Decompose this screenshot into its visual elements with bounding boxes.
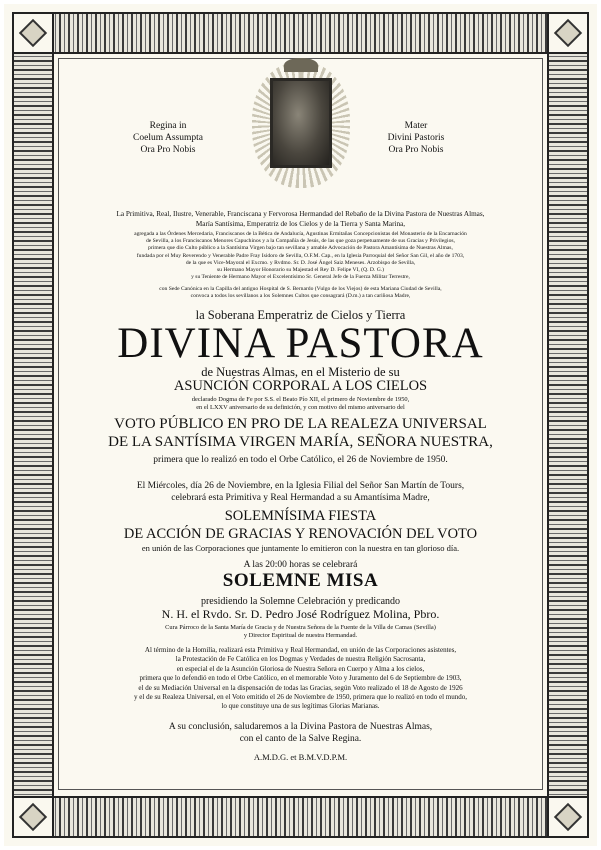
homily-line: el de su Mediación Universal en la dispensación de todas las Gracias, según Voto realizado el 18 de Agosto de 1926 xyxy=(138,683,463,692)
vote-note: primera que lo realizó en todo el Orbe Católico, el 26 de Noviembre de 1950. xyxy=(153,455,448,465)
priest-name: N. H. el Rvdo. Sr. D. Pedro José Rodríguez Molina, Pbro. xyxy=(161,607,440,621)
corner-ornament xyxy=(12,796,54,838)
closing-line: con el canto de la Salve Regina. xyxy=(239,734,362,744)
dogma-line: declarado Dogma de Fe por S.S. el Beato Pío XII, el primero de Noviembre de 1950, xyxy=(191,396,410,403)
homily-block xyxy=(80,646,521,712)
virgin-image xyxy=(262,68,340,180)
homily-line: Al término de la Homilía, realizará esta Primitiva y Real Hermandad, en unión de las Corporaciones asistentes, xyxy=(144,646,457,654)
vote-block xyxy=(80,415,521,451)
intro-line: La Primitiva, Real, Ilustre, Venerable, Franciscana y Fervorosa Hermandad del Rebaño de la Divina Pastora de Nuestras Almas, xyxy=(116,210,485,218)
presiding-line: presidiendo la Solemne Celebración y predicando xyxy=(200,596,401,607)
left-invocation xyxy=(108,120,228,156)
invocation-line: Coelum Assumpta xyxy=(133,133,203,143)
homily-line: en especial el de la Asunción Gloriosa de Nuestra Señora en Cuerpo y Alma a los cielos, xyxy=(176,664,425,673)
seat-line: con Sede Canónica en la Capilla del antiguo Hospital de S. Bernardo (Vulgo de los Viejos) de esta Mariana Ciudad de Sevilla, xyxy=(159,286,442,292)
title-sub: de Nuestras Almas, en el Misterio de su xyxy=(201,365,400,379)
closing-block xyxy=(80,721,521,745)
intro-block xyxy=(80,210,521,229)
time-line: A las 20:00 horas se celebrará xyxy=(243,560,358,570)
frame-crest xyxy=(284,58,318,72)
history-line: y su Teniente de Hermano Mayor el Excelentísimo Sr. General Jefe de la Fuerza Militar Terrestre, xyxy=(191,274,410,281)
seat-block xyxy=(80,286,521,300)
history-line: agregada a las Órdenes Mercedaria, Franciscanos de la Bética de Andalucía, Agustinas Ermitañas Concepcionistas del Monasterio de la Encarnación xyxy=(134,231,467,237)
history-line: primera que dio Culto público a la Santísima Virgen bajo tan sevillana y amable Advocación de Pastora Amantísima de Nuestras Almas, xyxy=(148,245,453,252)
title-pre: la Soberana Emperatriz de Cielos y Tierra xyxy=(195,308,406,322)
fiesta-heading xyxy=(80,507,521,543)
invocation-line: Mater xyxy=(404,121,428,131)
vote-heading: VOTO PÚBLICO EN PRO DE LA REALEZA UNIVERSAL xyxy=(114,416,487,432)
homily-line: la Protestación de Fe Católica en los Dogmas y Verdades de nuestra Religión Sacrosanta, xyxy=(175,655,426,664)
corner-ornament xyxy=(12,12,54,54)
invocation-line: Divini Pastoris xyxy=(387,133,445,143)
border-bottom xyxy=(12,796,589,838)
priest-role xyxy=(80,624,521,640)
priest-role-line: Cura Párroco de la Santa María de Gracia y de Nuestra Señora de la Fuente de la Villa de Camas (Sevilla) xyxy=(165,624,436,631)
right-invocation xyxy=(356,120,476,156)
divina-pastora-painting xyxy=(270,78,332,168)
border-left xyxy=(12,12,54,838)
history-line: de la que es Vice-Mayoral el Excmo. y Rvdmo. Sr. D. José Ángel Saiz Meneses. Arzobispo de Sevilla, xyxy=(185,259,416,266)
event-line: celebrará esta Primitiva y Real Hermandad a su Amantísima Madre, xyxy=(171,493,430,503)
intro-line: María Santísima, Emperatriz de los Cielos y de la Tierra y Santa Marina, xyxy=(195,219,406,228)
fiesta-title: SOLEMNÍSIMA FIESTA xyxy=(224,508,377,524)
priest-role-line: y Director Espiritual de nuestra Hermandad. xyxy=(243,632,358,639)
homily-line: lo que constituye una de sus legítimas Glorias Marianas. xyxy=(221,702,380,711)
dogma-line: en el LXXV aniversario de su definición, y con motivo del mismo aniversario del xyxy=(196,404,405,411)
invocation-line: Ora Pro Nobis xyxy=(388,145,444,155)
history-line: fundada por el Muy Reverendo y Venerable Padre Fray Isidoro de Sevilla, O.F.M. Cap., en la Iglesia Parroquial del Señor San Gil, el año de 1703, xyxy=(136,252,465,259)
history-block xyxy=(80,231,521,281)
union-line: en unión de las Corporaciones que juntamente lo emitieron con la nuestra en tan glorioso día. xyxy=(141,543,460,553)
corner-ornament xyxy=(547,12,589,54)
dogma-block xyxy=(80,396,521,412)
fiesta-title: DE ACCIÓN DE GRACIAS Y RENOVACIÓN DEL VOTO xyxy=(123,526,478,542)
page-title: DIVINA PASTORA xyxy=(117,320,484,367)
invocation-line: Regina in xyxy=(149,121,187,131)
seat-line: convoca a todos los sevillanos a los Solemnes Cultos que consagrará (D.m.) a tan cariñosa Madre, xyxy=(190,293,411,300)
homily-line: primera que lo defendió en todo el Orbe Católico, en el memorable Voto y Juramento del 6 de Septiembre de 1903, xyxy=(139,674,462,683)
history-line: su Hermano Mayor Honorario su Majestad el Rey D. Felipe VI, (Q. D. G.) xyxy=(216,267,385,274)
invocation-line: Ora Pro Nobis xyxy=(140,145,196,155)
event-line: El Miércoles, día 26 de Noviembre, en la Iglesia Filial del Señor San Martín de Tours, xyxy=(136,481,465,491)
border-top xyxy=(12,12,589,54)
mass-heading: SOLEMNE MISA xyxy=(222,570,379,591)
motto: A.M.D.G. et B.M.V.D.P.M. xyxy=(253,752,348,762)
closing-line: A su conclusión, saludaremos a la Divina Pastora de Nuestras Almas, xyxy=(168,722,433,732)
mystery-heading: ASUNCIÓN CORPORAL A LOS CIELOS xyxy=(173,378,428,394)
vote-heading: DE LA SANTÍSIMA VIRGEN MARÍA, SEÑORA NUESTRA, xyxy=(108,434,493,450)
homily-line: y el de su Realeza Universal, en el Voto emitido el 26 de Noviembre de 1950, primera que lo realizó en todo el mundo, xyxy=(134,693,467,702)
event-intro xyxy=(80,480,521,504)
history-line: de Sevilla, a los Franciscanos Menores Capuchinos y a la Compañía de Jesús, de las que goza perpetuamente de sus Gracias y Privilegios, xyxy=(146,238,455,245)
border-right xyxy=(547,12,589,838)
corner-ornament xyxy=(547,796,589,838)
